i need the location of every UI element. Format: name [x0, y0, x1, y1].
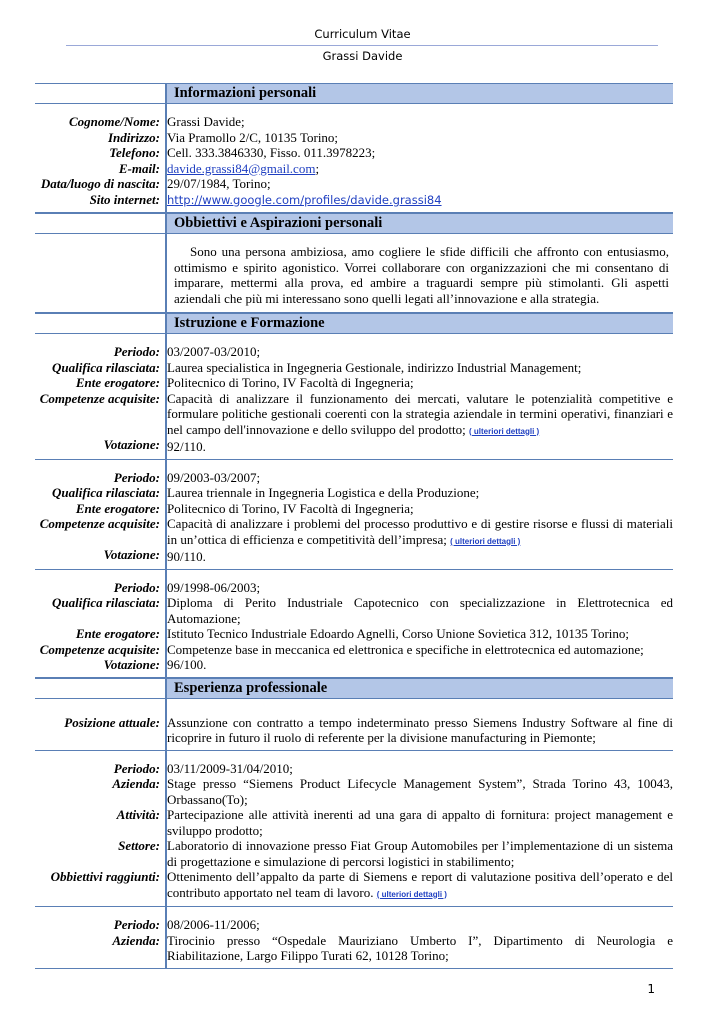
label-period: Periodo:	[113, 469, 160, 485]
section-title: Esperienza professionale	[167, 678, 673, 698]
section-title: Informazioni personali	[167, 83, 673, 103]
value-address: Via Pramollo 2/C, 10135 Torino;	[167, 129, 339, 145]
value-company: Stage presso “Siemens Product Lifecycle Management System”, Strada Torino 43, 10043, Orbassano(To);	[167, 776, 673, 807]
label-name: Cognome/Nome:	[69, 114, 160, 129]
education-entry	[35, 570, 673, 678]
section-header-objectives	[35, 213, 673, 234]
section-header-experience	[35, 678, 673, 699]
more-details-link[interactable]: ( ulteriori dettagli )	[450, 536, 521, 546]
value-qualification: Laurea triennale in Ingegneria Logistica e della Produzione;	[167, 485, 480, 500]
value-institution: Politecnico di Torino, IV Facoltà di Ingegneria;	[167, 375, 414, 390]
value-skills: Capacità di analizzare il funzionamento dei mercati, valutare le potenzialità competitive e formulare politiche gestionali coerenti con la strategia aziendale in termini operativi, finanziari e nel campo dell'innovazione e dello sviluppo del prodotto;	[167, 390, 673, 437]
label-address: Indirizzo:	[107, 129, 160, 145]
label-sector: Settore:	[118, 838, 160, 853]
label-current-position: Posizione attuale:	[64, 714, 160, 730]
label-phone: Telefono:	[109, 145, 160, 160]
value-sector: Laboratorio di innovazione presso Fiat Group Automobiles per l’implementazione di un sistema di progettazione e simulazione di percorsi logistici in stabilimento;	[167, 838, 673, 869]
value-institution: Politecnico di Torino, IV Facoltà di Ingegneria;	[167, 500, 414, 516]
value-period: 09/1998-06/2003;	[167, 579, 261, 595]
value-institution: Istituto Tecnico Industriale Edoardo Agnelli, Corso Unione Sovietica 312, 10135 Torino;	[167, 626, 630, 641]
section-header-education	[35, 313, 673, 334]
label-institution: Ente erogatore:	[75, 626, 160, 641]
experience-entry	[35, 907, 673, 969]
value-period: 03/2007-03/2010;	[167, 344, 261, 359]
label-institution: Ente erogatore:	[75, 375, 160, 390]
value-name: Grassi Davide;	[167, 114, 245, 129]
value-qualification: Laurea specialistica in Ingegneria Gestionale, indirizzo Industrial Management;	[167, 359, 582, 375]
section-header-personal	[35, 83, 673, 104]
experience-current	[35, 699, 673, 751]
label-goals: Obbiettivi raggiunti:	[50, 869, 160, 884]
value-current-position: Assunzione con contratto a tempo indeterminato presso Siemens Industry Software al fine di ricoprire in futuro il ruolo di referente per la divisione manufacturing in Piemonte;	[167, 714, 673, 745]
objectives-row	[35, 234, 673, 313]
label-website: Sito internet:	[89, 191, 160, 207]
value-activity: Partecipazione alle attività inerenti ad una gara di appalto di fornitura: project management e sviluppo prodotto;	[167, 807, 673, 838]
label-period: Periodo:	[113, 917, 160, 932]
value-skills: Competenze base in meccanica ed elettronica e specifiche in elettrotecnica ed automazione;	[167, 641, 644, 657]
label-period: Periodo:	[113, 579, 160, 595]
more-details-link[interactable]: ( ulteriori dettagli )	[376, 889, 447, 899]
value-birth: 29/07/1984, Torino;	[167, 176, 271, 191]
education-entry	[35, 334, 673, 460]
label-company: Azienda:	[112, 776, 160, 791]
website-link[interactable]: http://www.google.com/profiles/davide.grassi84	[167, 192, 442, 207]
document-header-name: Grassi Davide	[322, 49, 403, 63]
value-skills-line	[167, 516, 673, 549]
value-grade: 90/110.	[167, 549, 206, 564]
label-period: Periodo:	[113, 760, 160, 776]
section-title: Istruzione e Formazione	[167, 313, 673, 333]
value-skills: Capacità di analizzare i problemi del processo produttivo e di gestire risorse e flussi di materiali in un’ottica di efficienza e competitività dell’impresa;	[167, 516, 673, 547]
label-email: E-mail:	[118, 160, 160, 176]
label-grade: Votazione:	[103, 437, 160, 452]
value-period: 08/2006-11/2006;	[167, 917, 260, 932]
label-activity: Attività:	[116, 807, 160, 822]
label-skills: Competenze acquisite:	[39, 516, 160, 531]
label-birth: Data/luogo di nascita:	[40, 176, 160, 191]
value-company: Tirocinio presso “Ospedale Mauriziano Umberto I”, Dipartimento di Neurologia e Riabilitazione, Largo Filippo Turati 62, 10128 Torino;	[167, 932, 673, 963]
email-link[interactable]: davide.grassi84@gmail.com	[167, 160, 316, 176]
label-qualification: Qualifica rilasciata:	[52, 485, 160, 500]
value-email-line: davide.grassi84@gmail.com;	[167, 160, 320, 176]
label-company: Azienda:	[112, 932, 160, 948]
label-skills: Competenze acquisite:	[39, 641, 160, 657]
personal-info-row	[35, 104, 673, 213]
label-institution: Ente erogatore:	[75, 500, 160, 516]
value-goals-line	[167, 869, 673, 902]
value-qualification: Diploma di Perito Industriale Capotecnico con specializzazione in Elettrotecnica ed Automazione;	[167, 595, 673, 626]
experience-entry	[35, 751, 673, 908]
section-title: Obbiettivi e Aspirazioni personali	[167, 213, 673, 233]
cv-table	[35, 83, 673, 969]
value-period: 09/2003-03/2007;	[167, 469, 261, 485]
label-skills: Competenze acquisite:	[39, 390, 160, 406]
value-phone: Cell. 333.3846330, Fisso. 011.3978223;	[167, 145, 376, 160]
value-goals: Ottenimento dell’appalto da parte di Siemens e report di valutazione positiva dell’operato e del contributo apportato nel team di lavoro.	[167, 869, 673, 900]
more-details-link[interactable]: ( ulteriori dettagli )	[469, 426, 540, 436]
objectives-text: Sono una persona ambiziosa, amo cogliere le sfide difficili che affronto con entusiasmo, ottimismo e spirito agonistico. Vorrei collaborare con organizzazioni che mi consentano di imparare, mettermi alla prova, ed ambire a traguardi sempre più stimolanti. Gli aspetti aziendali che più mi interessano sono quelli legati all’innovazione e alla strategia.	[174, 244, 669, 306]
education-entry	[35, 460, 673, 570]
value-grade: 96/100.	[167, 657, 207, 672]
label-grade: Votazione:	[103, 657, 160, 672]
page-number: 1	[647, 982, 655, 996]
label-qualification: Qualifica rilasciata:	[52, 595, 160, 610]
label-period: Periodo:	[113, 344, 160, 359]
label-qualification: Qualifica rilasciata:	[52, 359, 160, 375]
document-header-title: Curriculum Vitae	[314, 27, 411, 41]
value-grade: 92/110.	[167, 439, 206, 454]
value-skills-line	[167, 391, 673, 440]
header-divider	[66, 45, 658, 46]
label-grade: Votazione:	[103, 547, 160, 562]
value-period: 03/11/2009-31/04/2010;	[167, 760, 293, 776]
